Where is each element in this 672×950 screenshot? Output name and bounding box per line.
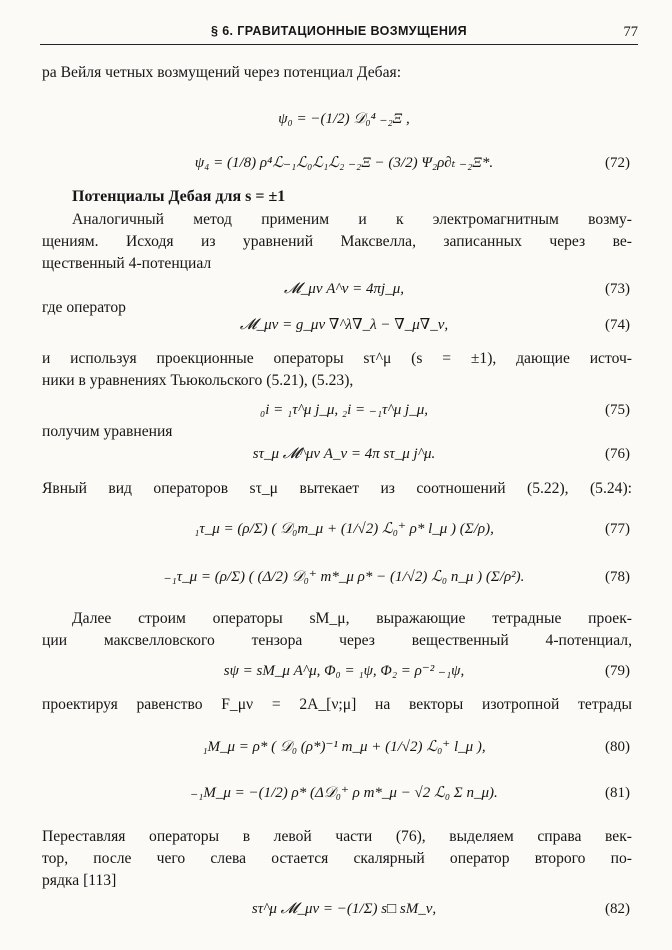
text-line: Далее строим операторы sM_μ, выражающие тетрадные проек- — [72, 610, 632, 627]
equation-formula: ₁M_μ = ρ* ( 𝒟₀ (ρ*)⁻¹ m_μ + (1/√2) ℒ₀⁺ l_μ ), — [202, 739, 486, 755]
equation-number: (81) — [605, 785, 630, 801]
chapter-title: § 6. ГРАВИТАЦИОННЫЕ ВОЗМУЩЕНИЯ — [210, 24, 468, 38]
text-line: рядка [113] — [42, 872, 117, 889]
equation-formula: sτ^μ 𝓜_μν = −(1/Σ) s□ sM_ν, — [251, 901, 437, 917]
section-heading: Потенциалы Дебая для s = ±1 — [72, 188, 286, 205]
equation-formula: ₀i = ₁τ^μ j_μ, ₂i = ₋₁τ^μ j_μ, — [260, 402, 428, 418]
text-line: где оператор — [42, 299, 126, 316]
text-line: ники в уравнениях Тьюкольского (5.21), (5.23), — [42, 372, 354, 389]
equation-number: (73) — [605, 281, 630, 297]
text-line: ции максвелловского тензора через вещественный 4-потенциал, — [42, 632, 632, 649]
equation-number: (75) — [605, 402, 630, 418]
equation-number: (72) — [605, 155, 630, 171]
equation-formula: ψ₄ = (1/8) ρ⁴ℒ₋₁ℒ₀ℒ₁ℒ₂ ₋₂Ξ − (3/2) Ψ₂ρ∂ₜ ₋₂Ξ*. — [194, 155, 494, 171]
equation-number: (79) — [605, 663, 630, 679]
equation-formula: ₋₁τ_μ = (ρ/Σ) ( (Δ/2) 𝒟₀⁺ m*_μ ρ* − (1/√2) ℒ₀ n_μ ) (Σ/ρ²). — [163, 569, 525, 585]
page-number: 77 — [623, 24, 638, 40]
equation-formula: 𝓜_μν = g_μν ∇^λ∇_λ − ∇_μ∇_ν, — [239, 317, 449, 333]
equation-formula: ₋₁M_μ = −(1/2) ρ* (Δ𝒟₀⁺ ρ m*_μ − √2 ℒ₀ Σ n_μ). — [190, 785, 498, 801]
text-line: Аналогичный метод применим и к электромагнитным возму- — [72, 211, 632, 228]
equation-formula: sψ = sM_μ A^μ, Φ₀ = ₁ψ, Φ₂ = ρ⁻² ₋₁ψ, — [223, 663, 465, 679]
running-header — [40, 22, 638, 45]
equation-number: (78) — [605, 569, 630, 585]
text-line: щениям. Исходя из уравнений Максвелла, записанных через ве- — [42, 233, 632, 250]
text-line: Явный вид операторов sτ_μ вытекает из соотношений (5.22), (5.24): — [42, 480, 632, 497]
equation-number: (76) — [605, 446, 630, 462]
text-line: тор, после чего слева остается скалярный оператор второго по- — [42, 850, 632, 867]
text-line: ра Вейля четных возмущений через потенциал Дебая: — [42, 64, 402, 81]
equation-formula: sτ_μ 𝓜^μν A_ν = 4π sτ_μ j^μ. — [252, 446, 436, 462]
text-line: Переставляя операторы в левой части (76), выделяем справа век- — [42, 828, 632, 845]
equation-number: (82) — [605, 901, 630, 917]
equation-number: (77) — [605, 521, 630, 537]
text-line: получим уравнения — [42, 423, 173, 440]
text-line: щественный 4-потенциал — [42, 255, 212, 272]
equation-formula: ₁τ_μ = (ρ/Σ) ( 𝒟₀m_μ + (1/√2) ℒ₀⁺ ρ* l_μ ) (Σ/ρ), — [194, 521, 494, 537]
equation-formula: 𝓜_μν A^ν = 4πj_μ, — [284, 281, 404, 297]
text-line: и используя проекционные операторы sτ^μ (s = ±1), дающие источ- — [42, 350, 632, 367]
equation-psi0: ψ₀ = −(1/2) 𝒟₀⁴ ₋₂Ξ , — [278, 111, 410, 127]
text-line: проектируя равенство F_μν = 2A_[ν;μ] на векторы изотропной тетрады — [42, 696, 632, 713]
equation-number: (74) — [605, 317, 630, 333]
equation-number: (80) — [605, 739, 630, 755]
